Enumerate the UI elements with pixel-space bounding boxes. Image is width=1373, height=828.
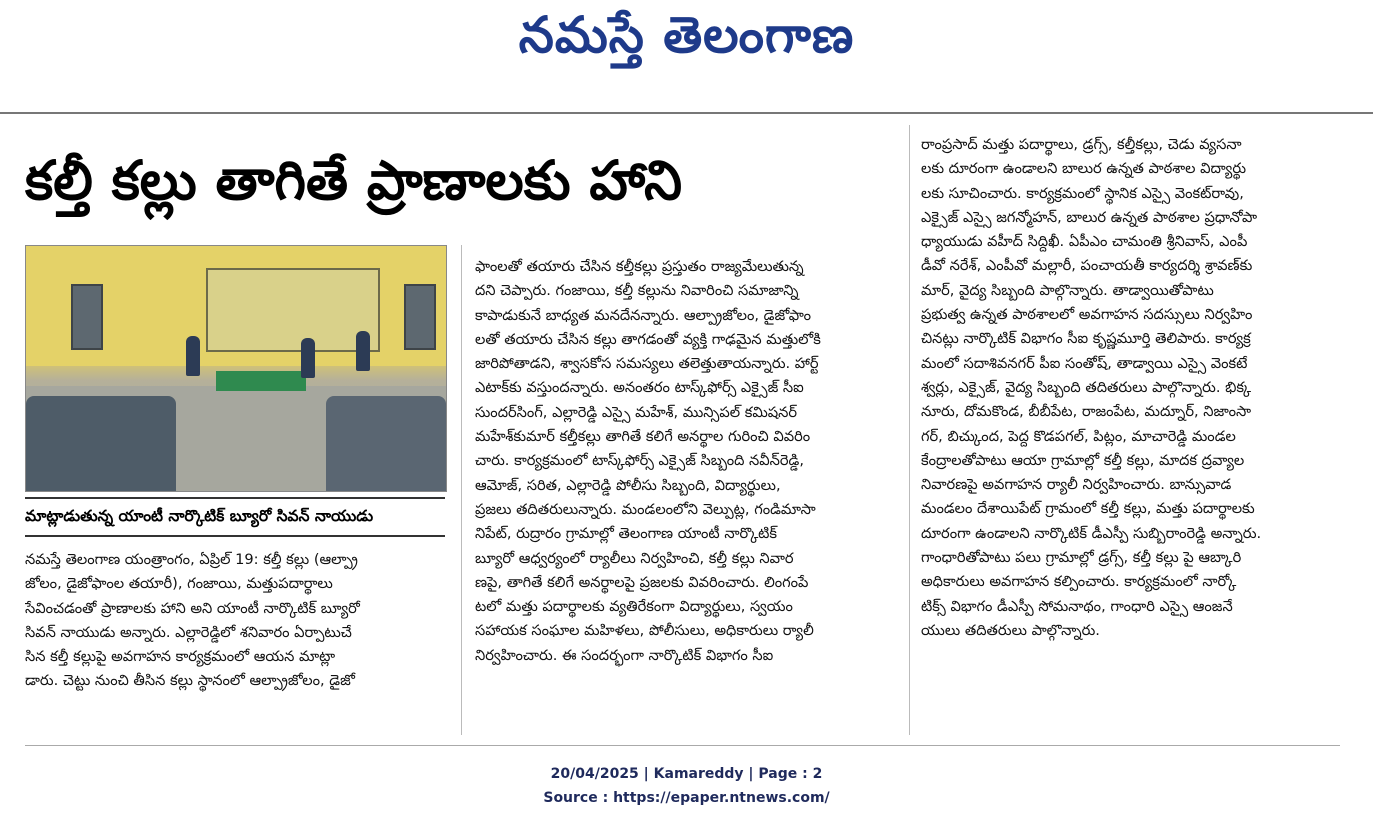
caption-rule-bottom [25, 535, 445, 537]
article-line: ఫాంలతో తయారు చేసిన కల్తీకల్లు ప్రస్తుతం రాజ్యమేలుతున్న [475, 258, 804, 275]
article-column-3 [921, 133, 1345, 643]
photo-board [206, 268, 380, 352]
news-article [25, 125, 1345, 745]
photo-caption: మాట్లాడుతున్న యాంటీ నార్కొటిక్ బ్యూరో సివన్ నాయుడు [25, 507, 374, 525]
article-line: జోలం, డైజోఫాంల తయారీ), గంజాయి, మత్తుపదార్థాలు [25, 575, 333, 593]
footer-source-label: Source : [543, 790, 614, 806]
column-divider [909, 125, 910, 735]
article-line: సేవించడంతో ప్రాణాలకు హాని అని యాంటీ నార్కొటిక్ బ్యూరో [25, 599, 360, 617]
article-line: గాంధారితోపాటు పలు గ్రామాల్లో డ్రగ్స్, కల్తీ కల్లు పై ఆబ్కారి [921, 549, 1242, 567]
source-link[interactable]: https://epaper.ntnews.com/ [613, 790, 830, 806]
article-column-1 [25, 548, 445, 694]
footer-divider [25, 745, 1340, 746]
masthead [0, 0, 1373, 112]
article-photo [25, 245, 447, 492]
article-line: గర్, బిచ్కుంద, పెద్ద కొడపగల్, పిట్లం, మాచారెడ్డి మండల [921, 427, 1236, 445]
article-line: చినట్లు నార్కొటిక్ విభాగం సీఐ కృష్ణమూర్తి తెలిపారు. కార్యక్ర [921, 330, 1251, 348]
article-line: లకు దూరంగా ఉండాలని బాలుర ఉన్నత పాఠశాల విద్యార్థు [921, 160, 1247, 178]
article-line: నివారణపై అవగాహన ర్యాలీ నిర్వహించారు. బాన్సువాడ [921, 476, 1232, 494]
article-line: దూరంగా ఉండాలని నార్కొటిక్ డీఎస్పీ సుబ్బిరాంరెడ్డి అన్నారు. [921, 524, 1262, 542]
article-line: కాపాడుకునే బాధ్యత మనదేనన్నారు. ఆల్ప్రాజోలం, డైజోఫాం [475, 306, 812, 324]
footer-meta: 20/04/2025 | Kamareddy | Page : 2 [550, 766, 823, 782]
article-line: యులు తదితరులు పాల్గొన్నారు. [921, 621, 1100, 639]
photo-window [71, 284, 103, 350]
article-line: ధ్యాయుడు వహీద్ సిద్దిఖీ. ఏపీఎం చామంతి శ్రీనివాస్, ఎంపీ [921, 233, 1248, 251]
article-line: డారు. చెట్టు నుంచి తీసిన కల్లు స్థానంలో ఆల్ప్రాజోలం, డైజో [25, 672, 355, 690]
photo-officer [301, 338, 315, 378]
photo-speaker [186, 336, 200, 376]
article-line: నిపేట్, రుద్రారం గ్రామాల్లో తెలంగాణ యాంటీ నార్కొటిక్ [475, 525, 778, 543]
article-line: మంలో సదాశివనగర్ పీఐ సంతోష్, తాడ్వాయి ఎస్సై వెంకటే [921, 354, 1248, 372]
article-line: ఎక్సైజ్ ఎస్సై జగన్మోహన్, బాలుర ఉన్నత పాఠశాల ప్రధానోపా [921, 208, 1258, 226]
article-line: అధికారులు అవగాహన కల్పించారు. కార్యక్రమంలో నార్కో [921, 573, 1237, 591]
article-line: టిక్స్ విభాగం డీఎస్పీ సోమనాథం, గాంధారి ఎస్సై ఆంజనే [921, 597, 1233, 615]
photo-audience-right [326, 396, 446, 491]
photo-window [404, 284, 436, 350]
article-line: నిర్వహించారు. ఈ సందర్భంగా నార్కొటిక్ విభాగం సీఐ [475, 646, 774, 664]
article-line: లకు సూచించారు. కార్యక్రమంలో స్థానిక ఎస్సై వెంకట్‌రావు, [921, 184, 1244, 202]
article-line: జారిపోతాడని, శ్వాసకోస సమస్యలు తలెత్తుతాయన్నారు. హార్ట్ [475, 355, 819, 373]
article-line: సివన్ నాయుడు అన్నారు. ఎల్లారెడ్డిలో శనివారం ఏర్పాటుచే [25, 623, 352, 641]
article-line: లతో తయారు చేసిన కల్లు తాగడంతో వ్యక్తి గాఢమైన మత్తులోకి [475, 330, 821, 348]
article-headline: కల్తీ కల్లు తాగితే ప్రాణాలకు హాని [25, 149, 682, 212]
photo-officer [356, 331, 370, 371]
article-line: మార్, వైద్య సిబ్బంది పాల్గొన్నారు. తాడ్వాయితోపాటు [921, 281, 1214, 299]
article-line: సహాయక సంఘాల మహిళలు, పోలీసులు, అధికారులు ర్యాలీ [475, 622, 814, 640]
article-line: ప్రభుత్వ ఉన్నత పాఠశాలలో అవగాహన సదస్సులు నిర్వహిం [921, 306, 1253, 324]
article-line: చారు. కార్యక్రమంలో టాస్క్‌ఫోర్స్ ఎక్సైజ్ సిబ్బంది నవీన్‌రెడ్డి, [475, 452, 804, 470]
photo-stage-banner [216, 371, 306, 391]
column-divider [461, 245, 462, 735]
article-line: మహేశ్‌కుమార్ కల్తీకల్లు తాగితే కలిగే అనర్థాల గురించి వివరిం [475, 428, 811, 446]
article-line: ప్రజలు తదితరులున్నారు. మండలంలోని వెల్పుట్ల, గండిమాసా [475, 500, 816, 518]
footer-source [0, 790, 1373, 806]
article-line: దని చెప్పారు. గంజాయి, కల్తీ కల్లును నివారించి సమాజాన్ని [475, 282, 799, 300]
photo-audience-left [26, 396, 176, 491]
article-line: మండలం దేశాయిపేట్ గ్రామంలో కల్తీ కల్లు, మత్తు పదార్థాలకు [921, 500, 1255, 518]
article-line: డీవో నరేశ్, ఎంపీవో మల్లారీ, పంచాయతీ కార్యదర్శి శ్రావణ్‌కు [921, 257, 1253, 275]
masthead-divider [0, 112, 1373, 114]
article-line: రాంప్రసాద్ మత్తు పదార్థాలు, డ్రగ్స్, కల్తీకల్లు, చెడు వ్యసనా [921, 136, 1242, 153]
article-line: నమస్తే తెలంగాణ యంత్రాంగం, ఏప్రిల్ 19: కల్తీ కల్లు (ఆల్ప్రా [25, 551, 358, 568]
article-line: నూరు, దోమకొండ, బీబీపేట, రాజంపేట, మద్నూర్, నిజాంసా [921, 403, 1252, 421]
article-line: శ్వర్లు, ఎక్సైజ్, వైద్య సిబ్బంది తదితరులు పాల్గొన్నారు. భిక్క [921, 378, 1252, 396]
article-line: ఆమోజ్, సరిత, ఎల్లారెడ్డి పోలీసు సిబ్బంది, విద్యార్థులు, [475, 476, 781, 494]
article-line: ఎటాక్‌కు వస్తుందన్నారు. అనంతరం టాస్క్‌ఫోర్స్ ఎక్సైజ్ సీఐ [475, 379, 804, 397]
article-line: ణపై, తాగితే కలిగే అనర్థాలపై ప్రజలకు వివరించారు. లింగంపే [475, 573, 809, 591]
article-line: సిన కల్తీ కల్లుపై అవగాహన కార్యక్రమంలో ఆయన మాట్లా [25, 648, 336, 666]
article-line: కేంద్రాలతోపాటు ఆయా గ్రామాల్లో కల్తీ కల్లు, మాదక ద్రవ్యాల [921, 451, 1245, 469]
article-line: సుందర్‌సింగ్, ఎల్లారెడ్డి ఎస్సై మహేశ్, మున్సిపల్ కమిషనర్ [475, 403, 798, 421]
caption-rule-top [25, 497, 445, 499]
article-column-2 [475, 255, 895, 668]
article-line: టలో మత్తు పదార్థాలకు వ్యతిరేకంగా విద్యార్థులు, స్వయం [475, 598, 793, 616]
article-line: బ్యూరో ఆధ్వర్యంలో ర్యాలీలు నిర్వహించి, కల్తీ కల్లు నివార [475, 549, 794, 567]
newspaper-logo: నమస్తే తెలంగాణ [518, 6, 855, 64]
